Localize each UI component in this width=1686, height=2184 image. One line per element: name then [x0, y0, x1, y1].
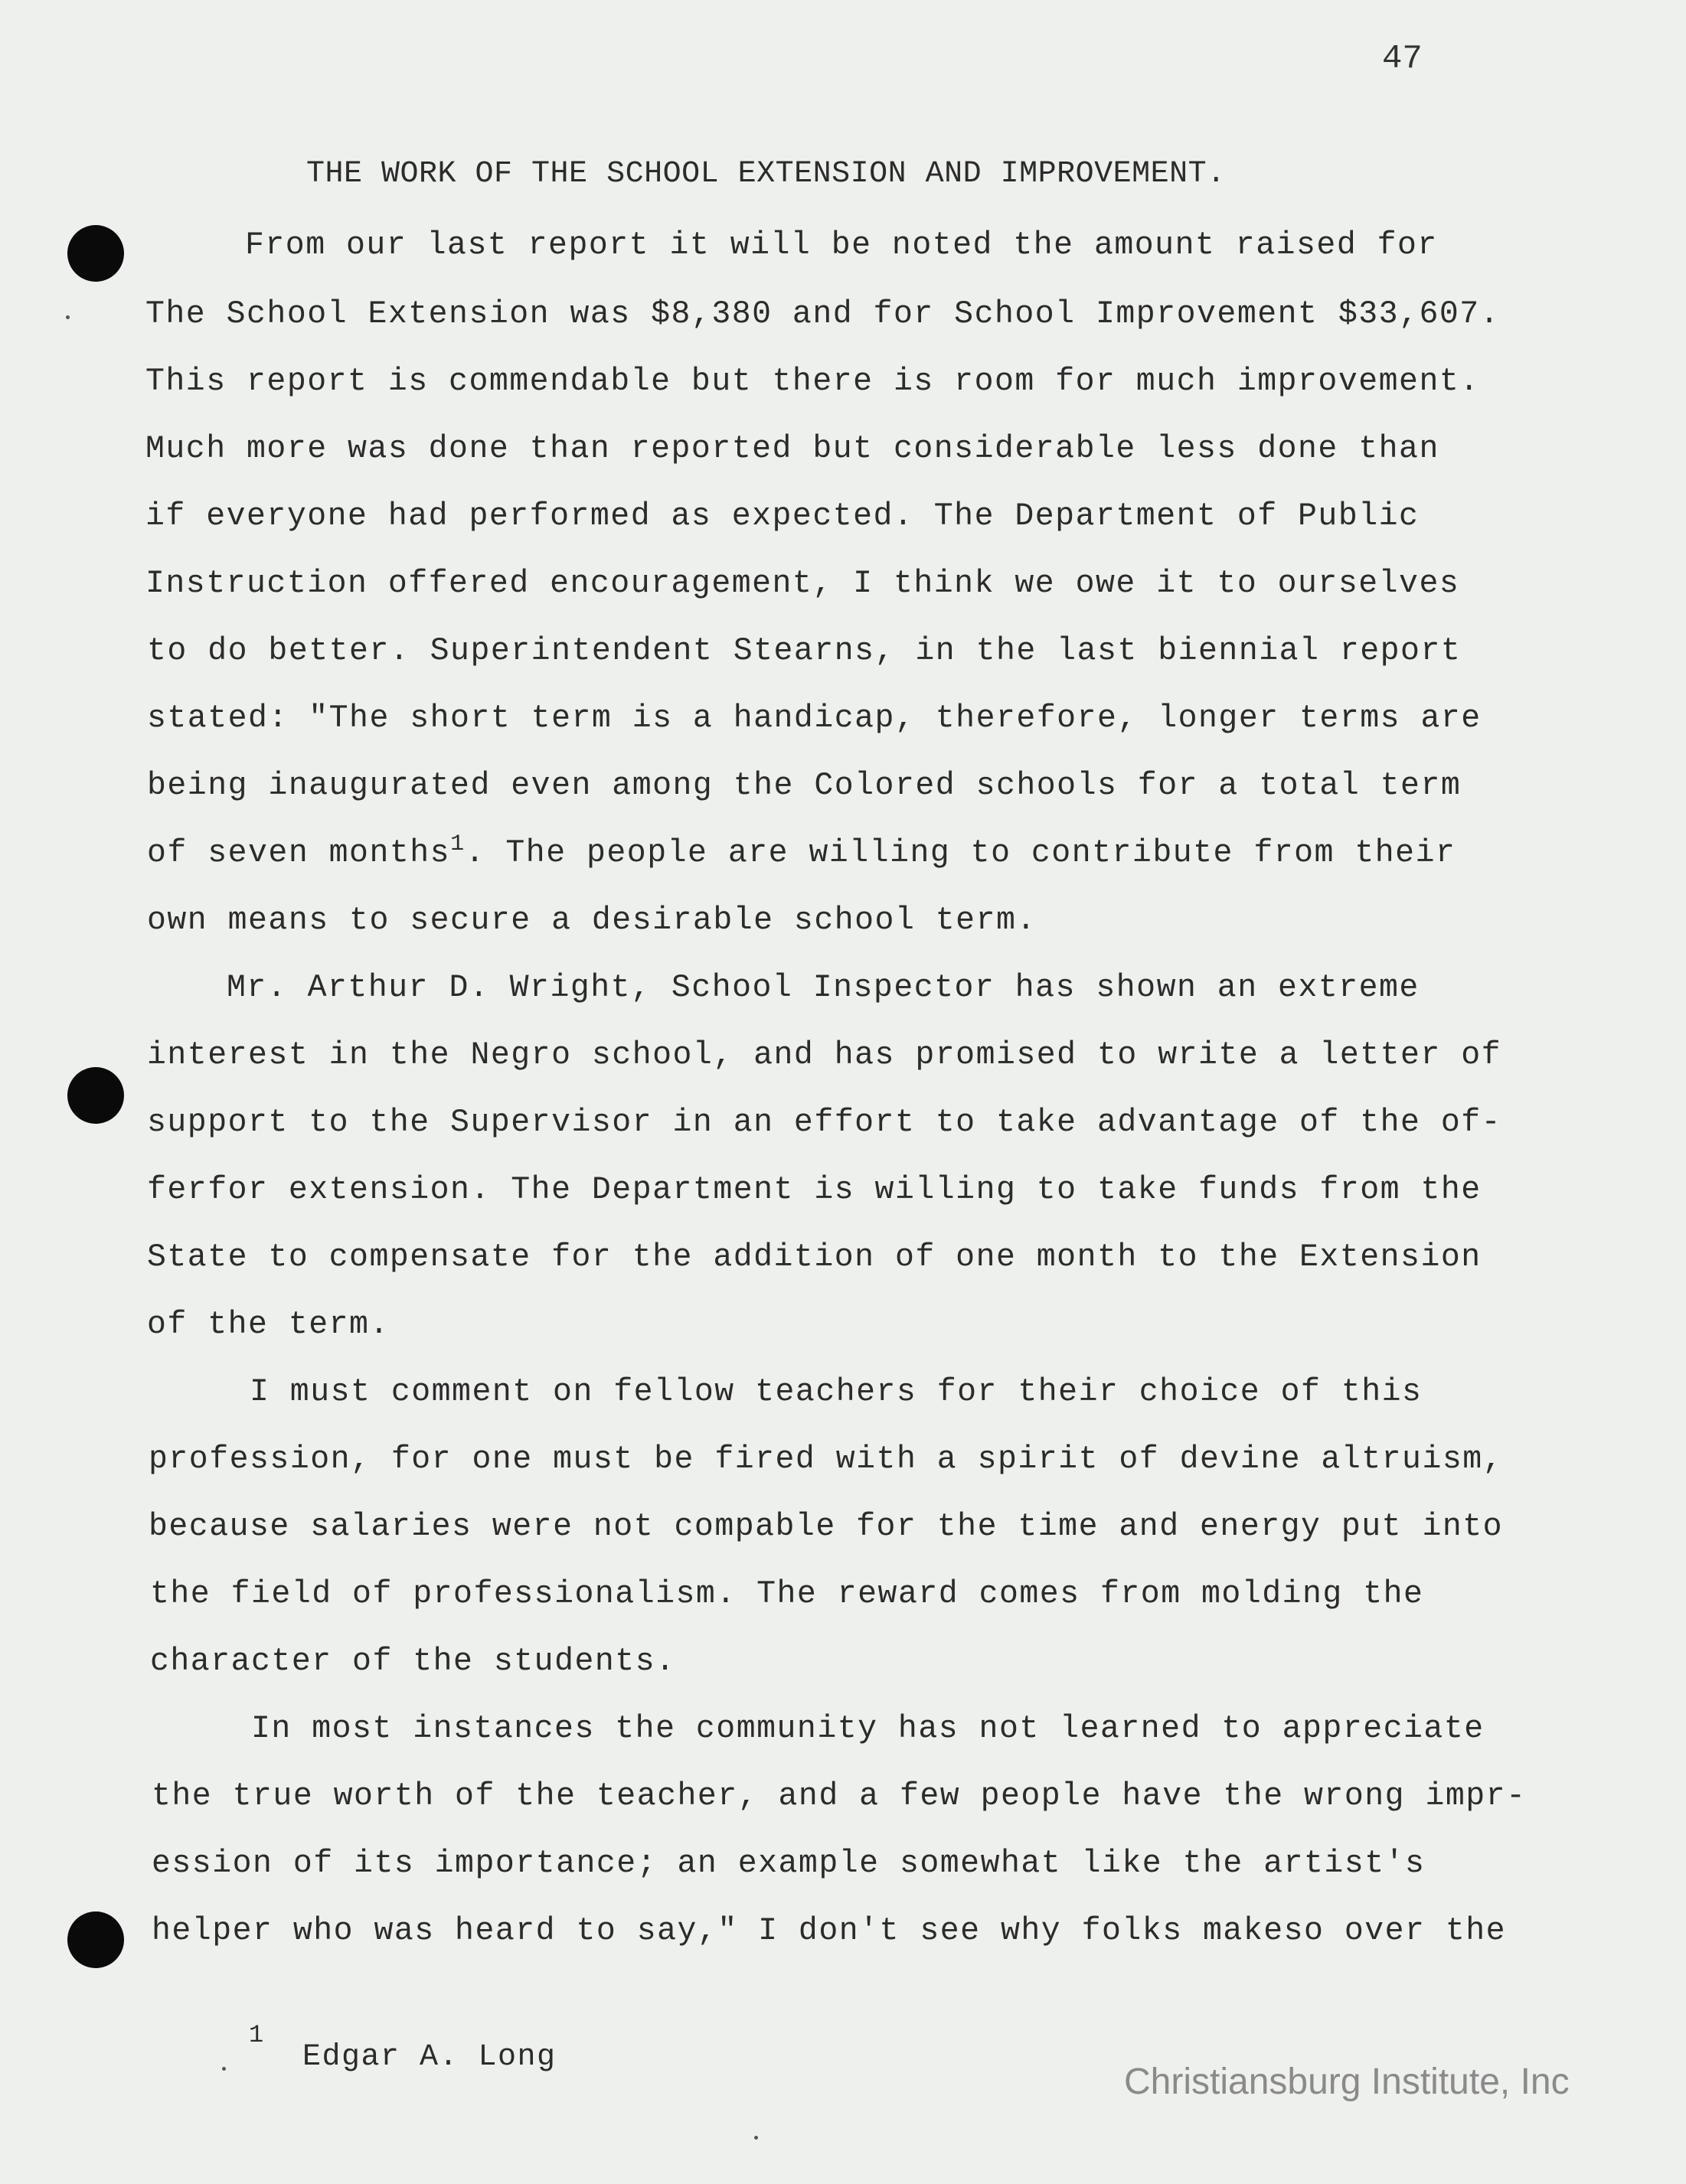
text-line: profession, for one must be fired with a spirit of devine altruism,: [149, 1441, 1504, 1477]
binder-hole-bottom: [67, 1911, 124, 1968]
text-line: ession of its importance; an example somewhat like the artist's: [152, 1846, 1426, 1882]
footnote-text: Edgar A. Long: [302, 2040, 557, 2075]
text-line: own means to secure a desirable school term.: [147, 903, 1037, 939]
text-line: if everyone had performed as expected. The Department of Public: [145, 498, 1420, 534]
binder-hole-middle: [67, 1067, 124, 1124]
footnote-reference: 1: [450, 831, 466, 857]
paper-speck: [754, 2136, 758, 2140]
watermark: Christiansburg Institute, Inc: [1124, 2062, 1570, 2102]
page-number: 47: [1382, 40, 1423, 78]
text-line: the true worth of the teacher, and a few people have the wrong impr-: [152, 1778, 1527, 1814]
text-line: interest in the Negro school, and has promised to write a letter of: [147, 1037, 1502, 1073]
text-line: character of the students.: [150, 1644, 676, 1680]
document-title: THE WORK OF THE SCHOOL EXTENSION AND IMPROVEMENT.: [306, 157, 1226, 191]
text-line: helper who was heard to say," I don't see why folks makeso over the: [152, 1913, 1507, 1949]
text-line: of the term.: [147, 1307, 390, 1343]
text-line: [147, 831, 1456, 871]
text-line: the field of professionalism. The reward comes from molding the: [150, 1576, 1424, 1612]
text-line: In most instances the community has not learned to appreciate: [251, 1711, 1485, 1747]
paper-speck: [222, 2067, 226, 2071]
text-line: being inaugurated even among the Colored schools for a total term: [147, 768, 1462, 804]
text-line: The School Extension was $8,380 and for School Improvement $33,607.: [145, 296, 1501, 332]
text-line: This report is commendable but there is room for much improvement.: [145, 364, 1480, 400]
binder-hole-top: [67, 225, 124, 282]
text-line: Mr. Arthur D. Wright, School Inspector has shown an extreme: [227, 970, 1420, 1006]
text-line: ferfor extension. The Department is willing to take funds from the: [147, 1172, 1482, 1208]
paper-speck: [66, 315, 70, 319]
text-line: support to the Supervisor in an effort to take advantage of the of-: [147, 1105, 1502, 1141]
text-line: State to compensate for the addition of one month to the Extension: [147, 1239, 1482, 1275]
text-line: Instruction offered encouragement, I think we owe it to ourselves: [145, 566, 1460, 602]
text-segment: . The people are willing to contribute from their: [465, 835, 1456, 871]
text-line: because salaries were not compable for the time and energy put into: [149, 1509, 1504, 1545]
text-line: to do better. Superintendent Stearns, in the last biennial report: [147, 633, 1462, 669]
text-line: From our last report it will be noted the amount raised for: [245, 227, 1438, 263]
footnote-marker: 1: [249, 2021, 264, 2049]
text-line: stated: "The short term is a handicap, therefore, longer terms are: [147, 700, 1482, 736]
text-segment: of seven months: [147, 835, 451, 871]
text-line: I must comment on fellow teachers for their choice of this: [250, 1374, 1423, 1410]
text-line: Much more was done than reported but considerable less done than: [145, 431, 1439, 467]
